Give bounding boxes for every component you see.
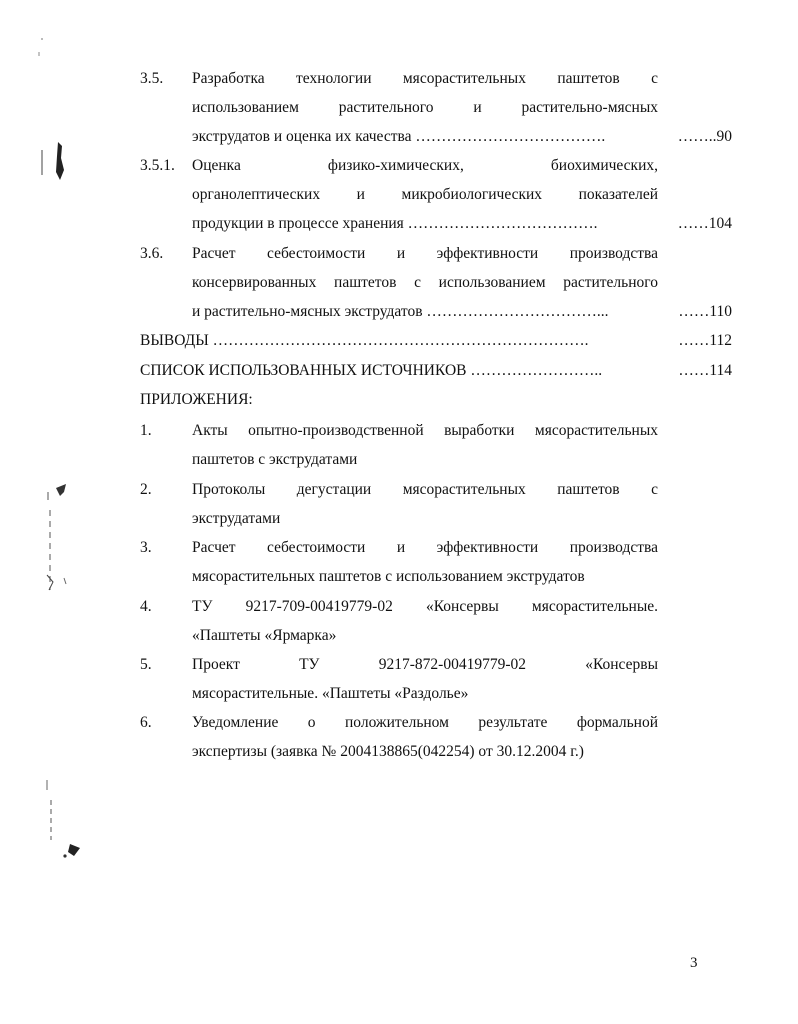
appendix-line: «Паштеты «Ярмарка» <box>192 627 337 644</box>
toc-entry-3-5 <box>140 64 732 154</box>
toc-entry-line: использованием растительного и растительно-мясных <box>192 99 658 116</box>
toc-entry-number: 3.5. <box>140 70 164 87</box>
appendix-line: Уведомление о положительном результате формальной <box>192 714 658 731</box>
appendix-number: 4. <box>140 598 152 615</box>
appendix-line: экструдатами <box>192 510 281 527</box>
toc-references-title: СПИСОК ИСПОЛЬЗОВАННЫХ ИСТОЧНИКОВ …………………….. <box>140 362 603 379</box>
appendix-item-3 <box>140 533 660 591</box>
appendix-line: мясорастительные. «Паштеты «Раздолье» <box>192 685 469 702</box>
toc-conclusions-title: ВЫВОДЫ ………………………………………………………………. <box>140 332 589 349</box>
appendix-item-5 <box>140 650 660 708</box>
toc-entry-text <box>192 239 658 326</box>
toc-entry-text <box>192 151 658 238</box>
appendix-item-1 <box>140 416 660 474</box>
toc-entry-line: консервированных паштетов с использованием растительного <box>192 274 658 291</box>
appendix-line: Расчет себестоимости и эффективности производства <box>192 539 658 556</box>
toc-entry-line: Расчет себестоимости и эффективности производства <box>192 245 658 262</box>
appendix-line: Протоколы дегустации мясорастительных паштетов с <box>192 481 658 498</box>
page-number: 3 <box>690 955 698 971</box>
toc-entry-line: экструдатов и оценка их качества ………………………………. <box>192 128 606 145</box>
toc-entry-3-6 <box>140 239 732 329</box>
toc-entry-line: Разработка технологии мясорастительных паштетов с <box>192 70 658 87</box>
appendices-heading <box>140 385 732 414</box>
appendix-item-2 <box>140 475 660 533</box>
appendix-number: 6. <box>140 714 152 731</box>
appendix-number: 1. <box>140 422 152 439</box>
toc-entry-number: 3.6. <box>140 245 164 262</box>
toc-entry-line: и растительно-мясных экструдатов ……………………………... <box>192 303 609 320</box>
toc-references <box>140 356 732 385</box>
appendix-number: 5. <box>140 656 152 673</box>
appendices-heading-text: ПРИЛОЖЕНИЯ: <box>140 391 253 408</box>
appendix-line: мясорастительных паштетов с использованием экструдатов <box>192 568 585 585</box>
toc-conclusions <box>140 326 732 355</box>
appendix-item-4 <box>140 592 660 650</box>
toc-entry-3-5-1 <box>140 151 732 241</box>
appendix-item-6 <box>140 708 660 766</box>
toc-page-ref: ……112 <box>678 332 732 349</box>
appendix-line: ТУ 9217-709-00419779-02 «Консервы мясорастительные. <box>192 598 658 615</box>
appendix-line: паштетов с экструдатами <box>192 451 358 468</box>
toc-page-ref: ……114 <box>678 362 732 379</box>
appendix-line: экспертизы (заявка № 2004138865(042254) от 30.12.2004 г.) <box>192 743 584 760</box>
scan-artifacts <box>30 30 80 870</box>
appendix-line: Акты опытно-производственной выработки мясорастительных <box>192 422 658 439</box>
toc-entry-line: органолептических и микробиологических показателей <box>192 186 658 203</box>
appendix-number: 3. <box>140 539 152 556</box>
toc-entry-line: продукции в процессе хранения ………………………………. <box>192 215 598 232</box>
toc-page-ref: ……..90 <box>677 128 732 145</box>
toc-page-ref: ……104 <box>677 215 732 232</box>
appendix-number: 2. <box>140 481 152 498</box>
appendix-line: Проект ТУ 9217-872-00419779-02 «Консервы <box>192 656 658 673</box>
toc-entry-number: 3.5.1. <box>140 157 175 174</box>
toc-page-ref: ……110 <box>678 303 732 320</box>
toc-entry-text <box>192 64 658 151</box>
toc-entry-line: Оценка физико-химических, биохимических, <box>192 157 658 174</box>
